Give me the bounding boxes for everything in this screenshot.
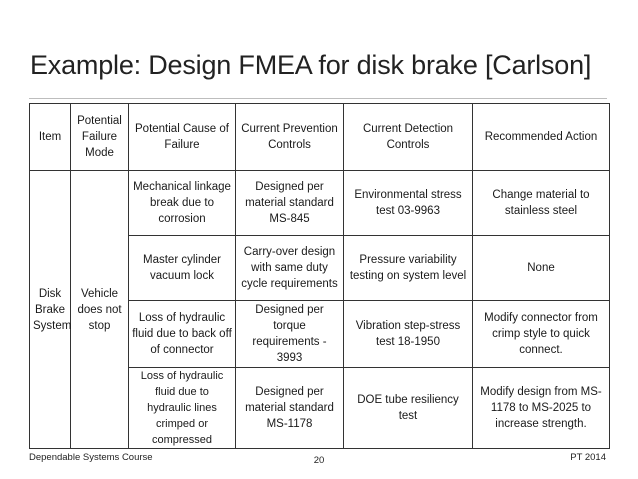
action-cell: Modify connector from crimp style to quick connect. [473, 301, 610, 368]
slide-title: Example: Design FMEA for disk brake [Carlson] [30, 50, 592, 80]
header-potential-cause: Potential Cause of Failure [129, 104, 236, 171]
fmea-table [29, 103, 610, 449]
title-divider [29, 98, 607, 99]
action-cell: None [473, 236, 610, 301]
header-detection-controls: Current Detection Controls [344, 104, 473, 171]
table-row [30, 171, 610, 236]
cause-cell: Mechanical linkage break due to corrosion [129, 171, 236, 236]
prevention-cell: Designed per material standard MS-845 [236, 171, 344, 236]
prevention-cell: Designed per material standard MS-1178 [236, 368, 344, 449]
cause-cell: Master cylinder vacuum lock [129, 236, 236, 301]
item-cell: Disk Brake System [30, 171, 71, 449]
prevention-cell: Carry-over design with same duty cycle requirements [236, 236, 344, 301]
cause-cell: Loss of hydraulic fluid due to back off of connector [129, 301, 236, 368]
page-number: 20 [313, 455, 325, 466]
header-recommended-action: Recommended Action [473, 104, 610, 171]
action-cell: Change material to stainless steel [473, 171, 610, 236]
failure-mode-cell: Vehicle does not stop [71, 171, 129, 449]
header-potential-failure-mode: Potential Failure Mode [71, 104, 129, 171]
footer-course: Dependable Systems Course [29, 452, 153, 463]
detection-cell: Pressure variability testing on system level [344, 236, 473, 301]
detection-cell: DOE tube resiliency test [344, 368, 473, 449]
footer-term: PT 2014 [570, 452, 606, 463]
header-item: Item [30, 104, 71, 171]
detection-cell: Environmental stress test 03-9963 [344, 171, 473, 236]
header-prevention-controls: Current Prevention Controls [236, 104, 344, 171]
cause-cell: Loss of hydraulic fluid due to hydraulic lines crimped or compressed [129, 368, 236, 449]
detection-cell: Vibration step-stress test 18-1950 [344, 301, 473, 368]
action-cell: Modify design from MS-1178 to MS-2025 to increase strength. [473, 368, 610, 449]
table-header-row [30, 104, 610, 171]
prevention-cell: Designed per torque requirements - 3993 [236, 301, 344, 368]
